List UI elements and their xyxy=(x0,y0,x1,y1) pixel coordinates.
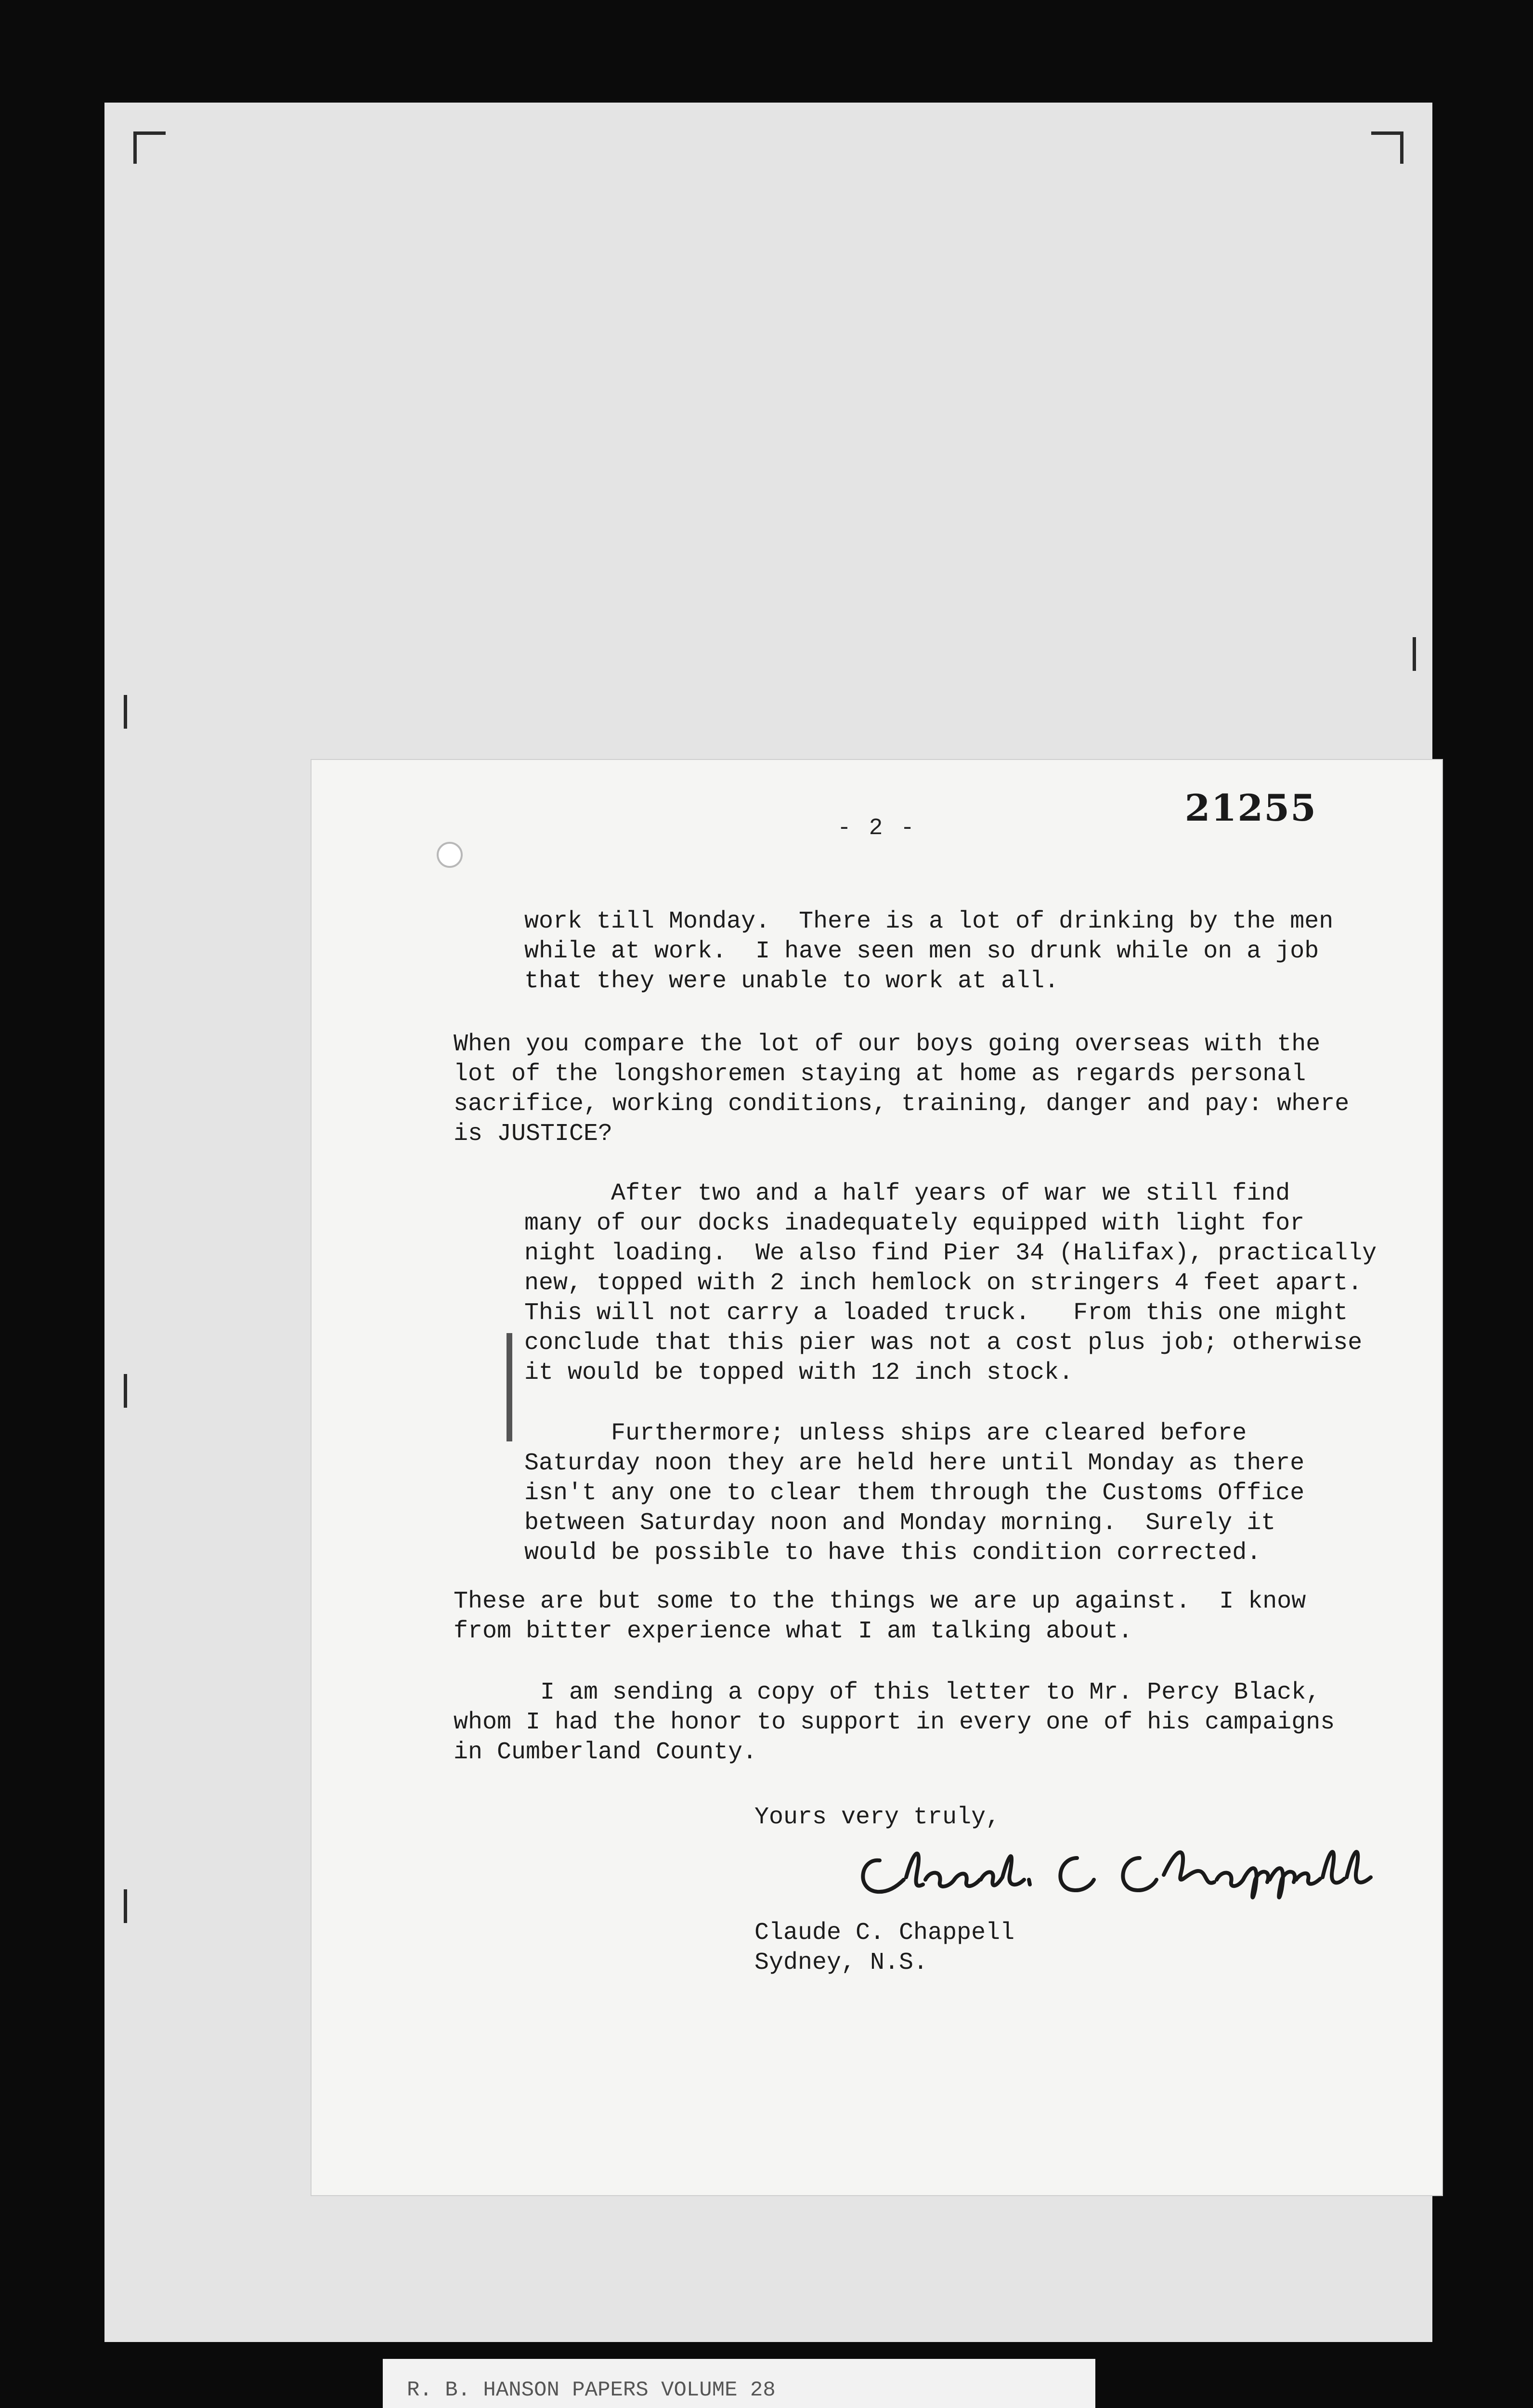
edge-tick-left-upper xyxy=(124,695,127,729)
paragraph-3-line-4: new, topped with 2 inch hemlock on stringers 4 feet apart. xyxy=(524,1269,1363,1297)
edge-tick-right-upper xyxy=(1413,637,1416,671)
collection-label xyxy=(383,2359,1095,2408)
handwritten-signature xyxy=(851,1832,1380,1904)
edge-tick-left-middle xyxy=(124,1374,127,1408)
paragraph-2-line-3: sacrifice, working conditions, training, danger and pay: where xyxy=(454,1090,1350,1118)
paragraph-4-line-5: would be possible to have this condition corrected. xyxy=(524,1539,1261,1567)
closing: Yours very truly, xyxy=(754,1804,1000,1831)
paragraph-3-line-2: many of our docks inadequately equipped with light for xyxy=(524,1210,1305,1237)
corner-mark-top-right xyxy=(1371,131,1403,164)
paragraph-4-line-3: isn't any one to clear them through the Customs Office xyxy=(524,1479,1305,1507)
letter-page xyxy=(312,760,1442,2195)
page-number: - 2 - xyxy=(837,815,917,841)
paragraph-2-line-2: lot of the longshoremen staying at home as regards personal xyxy=(454,1060,1306,1088)
paragraph-2-line-4: is JUSTICE? xyxy=(454,1120,613,1148)
edge-tick-left-lower xyxy=(124,1889,127,1923)
paragraph-5-line-2: from bitter experience what I am talking about. xyxy=(454,1618,1133,1645)
signer-name: Claude C. Chappell xyxy=(754,1919,1015,1947)
paragraph-6-line-2: whom I had the honor to support in every one of his campaigns xyxy=(454,1709,1335,1736)
mount-board xyxy=(104,103,1432,2342)
paragraph-3-line-5: This will not carry a loaded truck. From this one might xyxy=(524,1299,1348,1327)
paragraph-1-line-3: that they were unable to work at all. xyxy=(524,968,1059,995)
paragraph-4-line-1: Furthermore; unless ships are cleared before xyxy=(524,1420,1247,1447)
paragraph-3-line-3: night loading. We also find Pier 34 (Halifax), practically xyxy=(524,1240,1377,1267)
paragraph-1-line-1: work till Monday. There is a lot of drinking by the men xyxy=(524,908,1334,935)
paragraph-2-line-1: When you compare the lot of our boys going overseas with the xyxy=(454,1031,1321,1058)
paragraph-3-line-6: conclude that this pier was not a cost plus job; otherwise xyxy=(524,1329,1363,1357)
paragraph-6-line-1: I am sending a copy of this letter to Mr. Percy Black, xyxy=(454,1679,1321,1706)
paragraph-4-line-4: between Saturday noon and Monday morning. Surely it xyxy=(524,1509,1276,1537)
signer-location: Sydney, N.S. xyxy=(754,1949,928,1976)
document-number: 21255 xyxy=(1184,786,1317,829)
punch-hole xyxy=(437,842,463,868)
paragraph-5-line-1: These are but some to the things we are up against. I know xyxy=(454,1588,1306,1615)
paragraph-4-line-2: Saturday noon they are held here until Monday as there xyxy=(524,1450,1305,1477)
corner-mark-top-left xyxy=(133,131,166,164)
paragraph-3-line-7: it would be topped with 12 inch stock. xyxy=(524,1359,1074,1387)
paragraph-3-line-1: After two and a half years of war we still find xyxy=(524,1180,1290,1207)
paragraph-6-line-3: in Cumberland County. xyxy=(454,1739,757,1766)
paragraph-1-line-2: while at work. I have seen men so drunk while on a job xyxy=(524,938,1319,965)
margin-marker-bar xyxy=(507,1333,512,1441)
collection-label-text: R. B. HANSON PAPERS VOLUME 28 xyxy=(407,2378,776,2402)
